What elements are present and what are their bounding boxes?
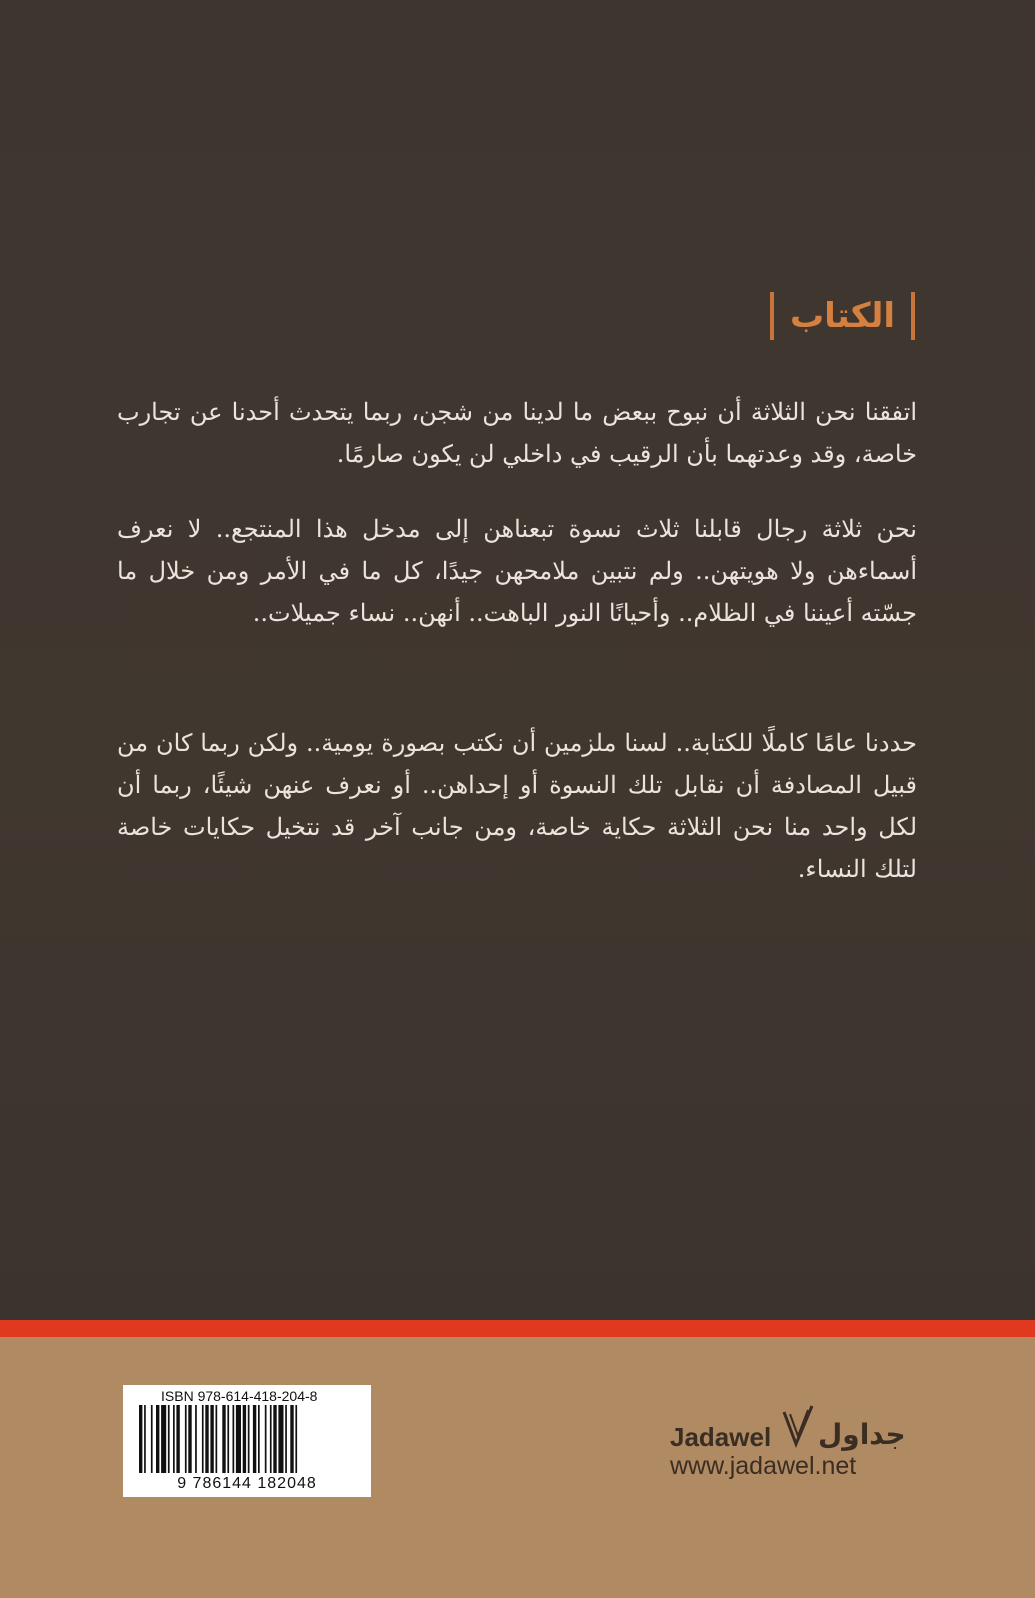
publisher-name-en: Jadawel: [670, 1422, 772, 1452]
publisher-mark-icon: [780, 1404, 816, 1450]
blurb-paragraph-1: اتفقنا نحن الثلاثة أن نبوح ببعض ما لدينا من شجن، ربما يتحدث أحدنا عن تجارب خاصة، وقد وعدتهما بأن الرقيب في داخلي لن يكون صارمًا.: [117, 398, 917, 468]
barcode-bar: [243, 1405, 246, 1473]
barcode-bar: [156, 1405, 159, 1473]
heading-bar-right: [911, 292, 915, 340]
isbn-barcode: [123, 1385, 371, 1497]
barcode-bar: [176, 1405, 179, 1473]
blurb-paragraph-2: نحن ثلاثة رجال قابلنا ثلاث نسوة تبعناهن إلى مدخل هذا المنتجع.. لا نعرف أسماءهن ولا هويتهن.. ولم نتبين ملامحهن جيدًا، كل ما في الأمر ومن خلال ما جسّته أعيننا في الظلام.. وأحيانًا النور الباهت.. أنهن.. نساء جميلات..: [117, 515, 917, 627]
barcode-bar: [233, 1405, 235, 1473]
barcode-bar: [270, 1405, 272, 1473]
barcode-bar: [253, 1405, 256, 1473]
barcode-bar: [285, 1405, 287, 1473]
barcode-bar: [278, 1405, 283, 1473]
barcode-bar: [210, 1405, 213, 1473]
barcode-bars: [137, 1405, 357, 1475]
barcode-bar: [195, 1405, 197, 1473]
barcode-bar: [273, 1405, 276, 1473]
barcode-bar: [139, 1405, 142, 1473]
barcode-bar: [144, 1405, 146, 1473]
barcode-bar: [205, 1405, 208, 1473]
red-stripe-divider: [0, 1320, 1035, 1337]
barcode-bar: [227, 1405, 229, 1473]
barcode-bar: [258, 1405, 260, 1473]
barcode-bar: [222, 1405, 225, 1473]
barcode-bar: [265, 1405, 267, 1473]
barcode-bar: [290, 1405, 293, 1473]
barcode-bar: [168, 1405, 170, 1473]
barcode-bar: [248, 1405, 250, 1473]
barcode-bar: [216, 1405, 218, 1473]
publisher-logo: [670, 1404, 910, 1484]
barcode-bar: [236, 1405, 241, 1473]
barcode-bar: [151, 1405, 153, 1473]
barcode-bar: [295, 1405, 297, 1473]
barcode-bar: [185, 1405, 187, 1473]
barcode-bar: [202, 1405, 204, 1473]
barcode-bar: [161, 1405, 166, 1473]
barcode-bar: [173, 1405, 175, 1473]
publisher-url: www.jadawel.net: [670, 1452, 857, 1480]
blurb-paragraph-3: حددنا عامًا كاملًا للكتابة.. لسنا ملزمين أن نكتب بصورة يومية.. ولكن ربما كان من قبيل المصادفة أن نقابل تلك النسوة أو إحداهن.. أو نعرف عنهن شيئًا، ربما أن لكل واحد منا نحن الثلاثة حكاية خاصة، ومن جانب آخر قد نتخيل حكايات خاصة لتلك النساء.: [117, 729, 918, 883]
barcode-bar: [188, 1405, 191, 1473]
heading-title: الكتاب: [789, 296, 895, 336]
barcode-digits: 9 786144 182048: [177, 1475, 317, 1492]
heading-bar-left: [770, 292, 774, 340]
section-heading: [770, 292, 915, 340]
isbn-label: ISBN 978-614-418-204-8: [161, 1388, 318, 1404]
publisher-name-ar: جداول: [818, 1418, 906, 1451]
